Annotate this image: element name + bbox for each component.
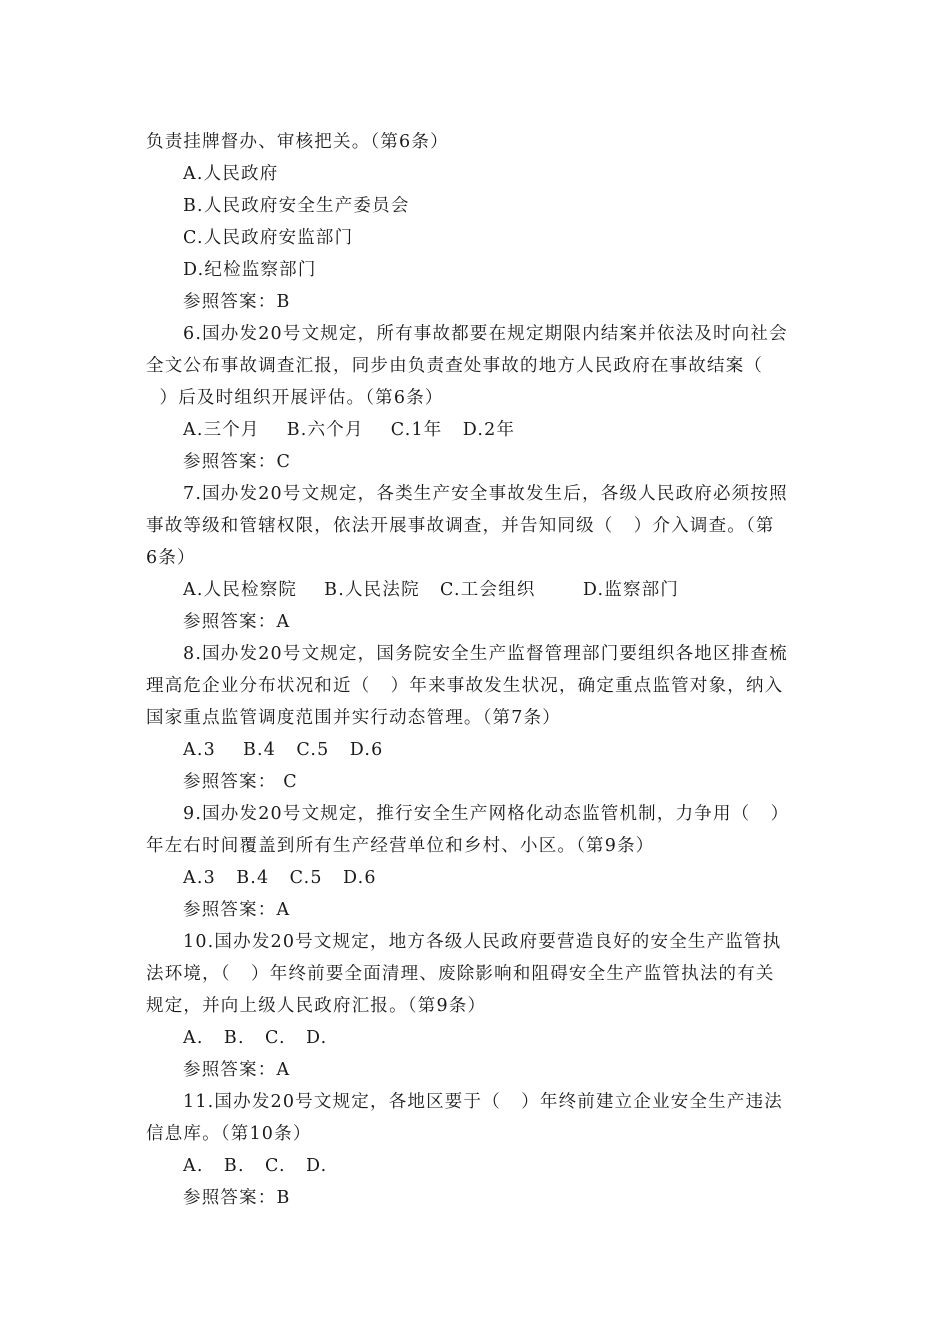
- question-line: 6.国办发20号文规定，所有事故都要在规定期限内结案并依法及时向社会: [183, 324, 788, 344]
- option-line: A.3 B.4 C.5 D.6: [183, 868, 377, 888]
- question-line: 10.国办发20号文规定，地方各级人民政府要营造良好的安全生产监管执: [183, 932, 782, 952]
- text-line: 年左右时间覆盖到所有生产经营单位和乡村、小区。（第9条）: [146, 836, 655, 856]
- text-line: 规定，并向上级人民政府汇报。（第9条）: [146, 996, 487, 1016]
- option-line: A.人民检察院 B.人民法院 C.工会组织 D.监察部门: [183, 580, 680, 600]
- text-line: ）后及时组织开展评估。（第6条）: [146, 388, 444, 408]
- option-line: A. B. C. D.: [183, 1028, 328, 1048]
- answer-line: 参照答案：A: [183, 1060, 291, 1080]
- text-line: 6条）: [146, 548, 196, 568]
- answer-line: 参照答案： C: [183, 772, 298, 792]
- option-line: A. B. C. D.: [183, 1156, 328, 1176]
- text-line: 全文公布事故调查汇报，同步由负责查处事故的地方人民政府在事故结案（: [146, 356, 764, 376]
- text-line: 负责挂牌督办、审核把关。（第6条）: [146, 132, 449, 152]
- question-line: 11.国办发20号文规定，各地区要于（ ）年终前建立企业安全生产违法: [183, 1092, 783, 1112]
- text-line: 法环境，（ ）年终前要全面清理、废除影响和阻碍安全生产监管执法的有关: [146, 964, 775, 984]
- text-line: 理高危企业分布状况和近（ ）年来事故发生状况，确定重点监管对象，纳入: [146, 676, 784, 696]
- text-line: 国家重点监管调度范围并实行动态管理。（第7条）: [146, 708, 561, 728]
- option-line: A.三个月 B.六个月 C.1年 D.2年: [183, 420, 516, 440]
- answer-line: 参照答案：B: [183, 292, 291, 312]
- option-line: A.3 B.4 C.5 D.6: [183, 740, 384, 760]
- document-body: [146, 126, 806, 1214]
- answer-line: 参照答案：B: [183, 1188, 291, 1208]
- text-line: 信息库。（第10条）: [146, 1124, 312, 1144]
- question-line: 9.国办发20号文规定，推行安全生产网格化动态监管机制，力争用（ ）: [183, 804, 790, 824]
- answer-line: 参照答案：A: [183, 900, 291, 920]
- option-line: A.人民政府: [183, 164, 279, 184]
- option-line: C.人民政府安监部门: [183, 228, 354, 248]
- answer-line: 参照答案：C: [183, 452, 292, 472]
- answer-line: 参照答案：A: [183, 612, 291, 632]
- question-line: 7.国办发20号文规定，各类生产安全事故发生后，各级人民政府必须按照: [183, 484, 788, 504]
- text-line: 事故等级和管辖权限，依法开展事故调查，并告知同级（ ）介入调查。（第: [146, 516, 775, 536]
- question-line: 8.国办发20号文规定，国务院安全生产监督管理部门要组织各地区排查梳: [183, 644, 788, 664]
- option-line: B.人民政府安全生产委员会: [183, 196, 410, 216]
- option-line: D.纪检监察部门: [183, 260, 317, 280]
